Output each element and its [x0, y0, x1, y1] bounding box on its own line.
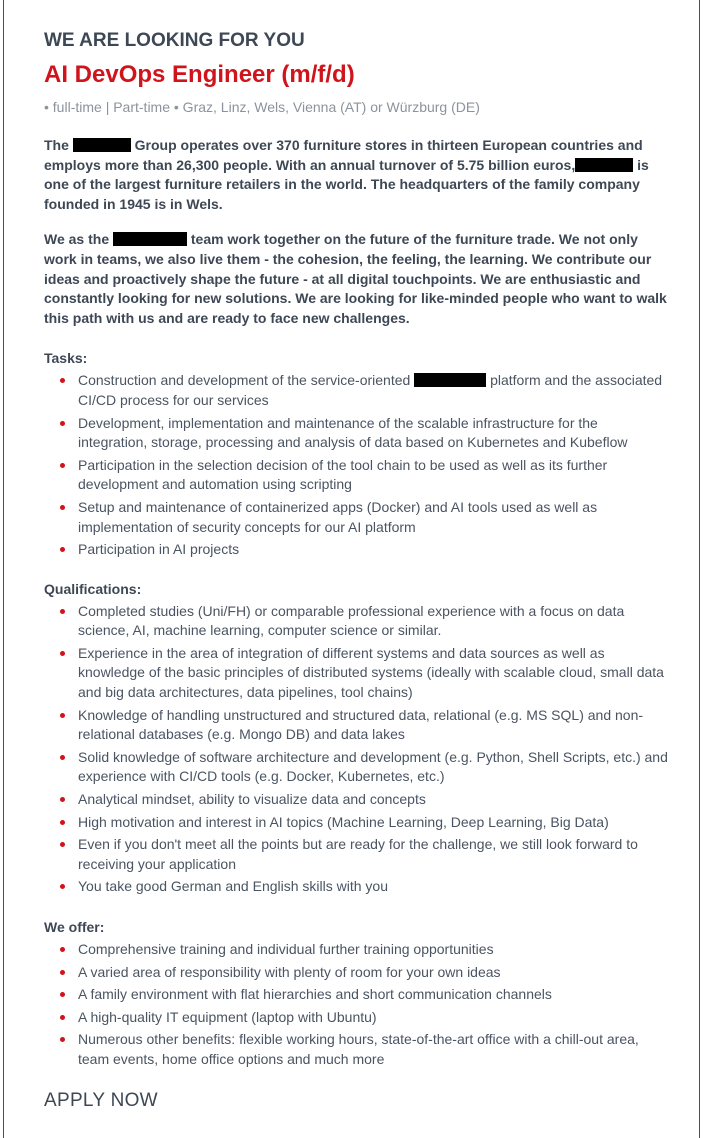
list-item: High motivation and interest in AI topics (Machine Learning, Deep Learning, Big Data) [44, 813, 668, 833]
intro-text: The [44, 137, 69, 153]
list-item: Even if you don't meet all the points but are ready for the challenge, we still look forward to receiving your application [44, 835, 668, 874]
qualifications-list [44, 602, 668, 897]
list-item [44, 371, 668, 410]
list-item: A high-quality IT equipment (laptop with Ubuntu) [44, 1008, 668, 1028]
offer-list [44, 940, 668, 1070]
list-item: Analytical mindset, ability to visualize data and concepts [44, 790, 668, 810]
list-item: Participation in the selection decision of the tool chain to be used as well as its further development and automation using scripting [44, 456, 668, 495]
list-item: You take good German and English skills with you [44, 877, 668, 897]
intro-text: Group operates over 370 furniture stores in thirteen European countries and employs more than 26,300 people. With an annual turnover of 5.75 billion euros, [44, 137, 643, 173]
intro-text: team work together on the future of the furniture trade. We not only work in teams, we also live them - the cohesion, the feeling, the learning. We contribute our ideas and proactively shape the future - at all digital touchpoints. We are enthusiastic and constantly looking for new solutions. We are looking for like-minded people who want to walk this path with us and are ready to face new challenges. [44, 231, 667, 326]
job-title: AI DevOps Engineer (m/f/d) [44, 61, 355, 88]
list-item: Setup and maintenance of containerized apps (Docker) and AI tools used as well as implementation of security concepts for our AI platform [44, 498, 668, 537]
intro-text: is one of the largest furniture retailers in the world. The headquarters of the family company founded in 1945 is in Wels. [44, 156, 649, 212]
list-item: Participation in AI projects [44, 540, 668, 560]
list-item-text: Construction and development of the service-oriented [78, 372, 411, 389]
job-posting [44, 30, 668, 1112]
tasks-list [44, 371, 668, 559]
list-item: A family environment with flat hierarchies and short communication channels [44, 985, 668, 1005]
list-item: Completed studies (Uni/FH) or comparable professional experience with a focus on data science, AI, machine learning, computer science or similar. [44, 602, 668, 641]
list-item: Knowledge of handling unstructured and structured data, relational (e.g. MS SQL) and non-relational databases (e.g. Mongo DB) and data lakes [44, 706, 668, 745]
list-item: Solid knowledge of software architecture and development (e.g. Python, Shell Scripts, etc.) and experience with CI/CD tools (e.g. Docker, Kubernetes, etc.) [44, 748, 668, 787]
redacted-team-name [113, 232, 187, 246]
redacted-company-name [575, 158, 633, 172]
job-meta: • full-time | Part-time • Graz, Linz, Wels, Vienna (AT) or Würzburg (DE) [44, 99, 480, 115]
tasks-heading: Tasks: [44, 350, 88, 367]
intro-paragraph-company [44, 136, 668, 214]
qualifications-heading: Qualifications: [44, 580, 142, 597]
kicker-heading: WE ARE LOOKING FOR YOU [44, 30, 305, 51]
intro-text: We as the [44, 231, 110, 248]
list-item: A varied area of responsibility with plenty of room for your own ideas [44, 963, 668, 983]
list-item: Numerous other benefits: flexible working hours, state-of-the-art office with a chill-out area, team events, home office options and much more [44, 1030, 668, 1069]
list-item: Comprehensive training and individual further training opportunities [44, 940, 668, 960]
redacted-company-name [73, 138, 131, 152]
intro-paragraph-team [44, 230, 668, 328]
list-item: Experience in the area of integration of different systems and data sources as well as knowledge of the basic principles of distributed systems (ideally with scalable cloud, small data and big data architectures, data pipelines, tool chains) [44, 644, 668, 703]
list-item: Development, implementation and maintenance of the scalable infrastructure for the integration, storage, processing and analysis of data based on Kubernetes and Kubeflow [44, 414, 668, 453]
list-item-text: platform and the associated CI/CD process for our services [78, 372, 663, 408]
apply-now-link[interactable]: APPLY NOW [44, 1089, 158, 1111]
redacted-platform-name [414, 373, 486, 387]
offer-heading: We offer: [44, 919, 105, 935]
